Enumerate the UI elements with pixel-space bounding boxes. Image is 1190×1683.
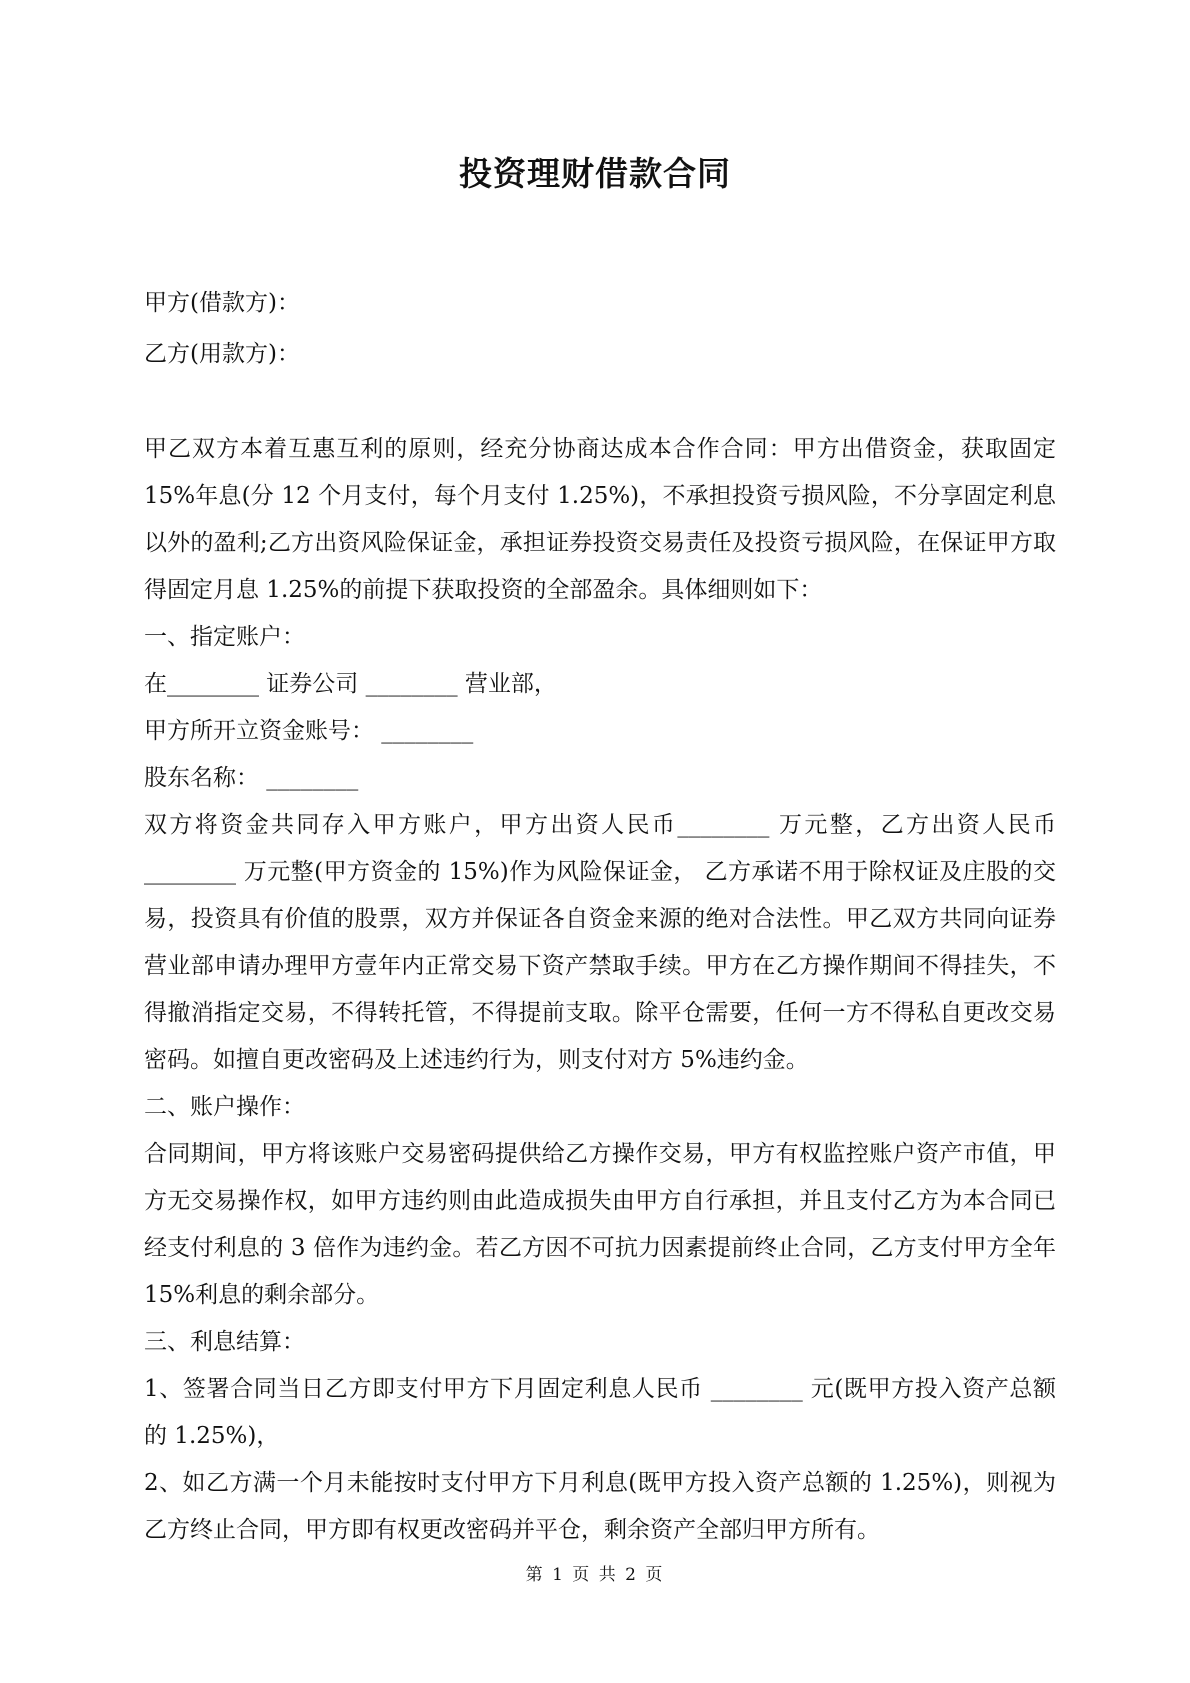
section1-shareholder-line: 股东名称： ________ — [144, 765, 359, 791]
intro-paragraph: 甲乙双方本着互惠互利的原则，经充分协商达成本合作合同：甲方出借资金，获取固定15%年息(分 12 个月支付，每个月支付 1.25%)，不承担投资亏损风险，不分享固定利息以外的盈利;乙方出资风险保证金，承担证券投资交易责任及投资亏损风险，在保证甲方取得固定月息 1.25%的前提下获取投资的全部盈余。具体细则如下： — [144, 436, 1056, 603]
page-number-footer: 第 1 页 共 2 页 — [525, 1565, 665, 1585]
section1-fund-account-line: 甲方所开立资金账号： ________ — [144, 718, 474, 744]
section2-paragraph: 合同期间，甲方将该账户交易密码提供给乙方操作交易，甲方有权监控账户资产市值，甲方无交易操作权，如甲方违约则由此造成损失由甲方自行承担，并且支付乙方为本合同已经支付利息的 3 倍作为违约金。若乙方因不可抗力因素提前终止合同，乙方支付甲方全年 15%利息的剩余部分。 — [144, 1141, 1056, 1308]
party-a-line: 甲方(借款方)： — [144, 290, 300, 316]
section3-item-2: 2、如乙方满一个月未能按时支付甲方下月利息(既甲方投入资产总额的 1.25%)，则视为乙方终止合同，甲方即有权更改密码并平仓，剩余资产全部归甲方所有。 — [144, 1470, 1056, 1543]
section1-paragraph: 双方将资金共同存入甲方账户，甲方出资人民币________ 万元整，乙方出资人民币________ 万元整(甲方资金的 15%)作为风险保证金， 乙方承诺不用于除权证及庄股的交易，投资具有价值的股票，双方并保证各自资金来源的绝对合法性。甲乙双方共同向证券营业部申请办理甲方壹年内正常交易下资产禁取手续。甲方在乙方操作期间不得挂失，不得撤消指定交易，不得转托管，不得提前支取。除平仓需要，任何一方不得私自更改交易密码。如擅自更改密码及上述违约行为，则支付对方 5%违约金。 — [144, 812, 1056, 1073]
document-title: 投资理财借款合同 — [459, 154, 731, 193]
section1-account-line: 在________ 证券公司 ________ 营业部， — [144, 671, 557, 697]
section3-item-1: 1、签署合同当日乙方即支付甲方下月固定利息人民币 ________ 元(既甲方投入资产总额的 1.25%)， — [144, 1376, 1056, 1449]
document-body — [144, 280, 1056, 1554]
section1-heading: 一、指定账户： — [144, 624, 305, 650]
section2-heading: 二、账户操作： — [144, 1094, 305, 1120]
section3-heading: 三、利息结算： — [144, 1329, 305, 1355]
party-b-line: 乙方(用款方)： — [144, 341, 300, 367]
